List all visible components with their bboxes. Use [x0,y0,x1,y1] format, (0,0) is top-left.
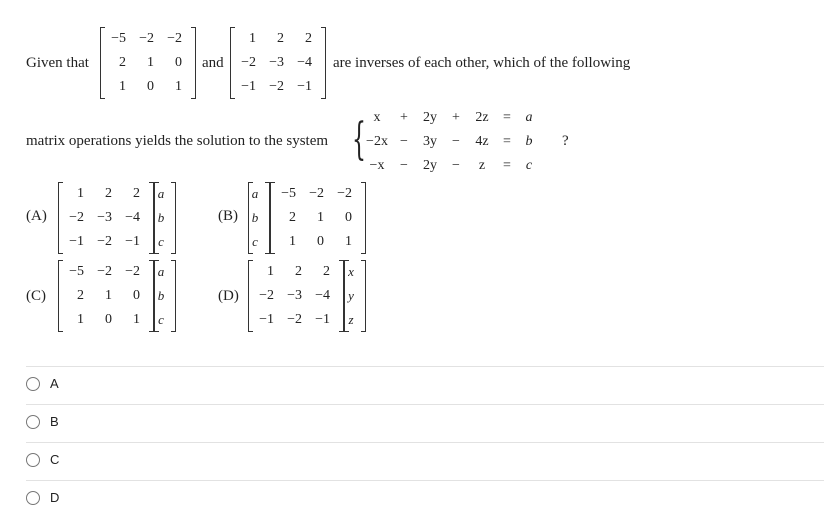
divider [26,404,824,405]
matrix-cell: 1 [77,186,84,201]
equation-row [362,154,540,178]
matrix-m [100,27,196,99]
choice-a-vector [154,182,176,254]
choice-c-vector [154,260,176,332]
bracket-left [230,27,235,99]
system-intro-text: matrix operations yields the solution to the system [26,133,329,149]
matrix-cell: −2 [69,210,84,225]
choice-d-vector [344,260,366,332]
matrix-row [58,284,154,308]
vector-cell: b [157,288,165,303]
bracket-left [100,27,105,99]
equation-term: −2x [366,134,388,149]
bracket-right [361,260,366,332]
vector-cell: b [157,210,165,225]
vector-cell: x [348,264,354,279]
matrix-cell: 1 [133,312,140,327]
matrix-cell: −2 [337,186,352,201]
matrix-cell: 2 [295,264,302,279]
question-mark: ? [562,133,569,149]
divider [26,480,824,481]
equation-row [362,106,540,130]
matrix-cell: 0 [133,288,140,303]
matrix-row [248,308,344,332]
matrix-cell: 0 [175,55,182,70]
bracket-left [154,260,159,332]
matrix-cell: 2 [77,288,84,303]
equation-term: 4z [475,134,489,149]
matrix-cell: −2 [259,288,274,303]
option-d-label: D [50,490,60,505]
equation-term: = [503,110,511,125]
matrix-cell: −1 [125,234,140,249]
matrix-row [270,182,366,206]
equation-term: a [525,110,533,125]
matrix-cell: 1 [249,31,256,46]
matrix-cell: −4 [315,288,330,303]
matrix-row [270,230,366,254]
matrix-cell: 2 [105,186,112,201]
equation-term: = [503,134,511,149]
equation-term: − [452,158,460,173]
matrix-row [248,260,344,284]
matrix-cell: 2 [289,210,296,225]
matrix-cell: −3 [269,55,284,70]
matrix-cell: −5 [281,186,296,201]
equation-system [362,106,540,178]
bracket-right [321,27,326,99]
vector-cell: c [252,234,258,249]
equation-term: 2y [423,158,437,173]
vector-cell: a [157,186,165,201]
matrix-cell: −2 [287,312,302,327]
vector-cell: c [158,312,164,327]
matrix-cell: −2 [125,264,140,279]
matrix-cell: −5 [111,31,126,46]
vector-cell: z [348,312,354,327]
radio-d[interactable] [26,491,40,505]
option-c[interactable] [26,452,59,467]
option-a-label: A [50,376,59,391]
matrix-cell: 2 [119,55,126,70]
choice-c-matrix [58,260,154,332]
option-b-label: B [50,414,59,429]
choice-d-label: (D) [218,288,239,304]
equation-term: = [503,158,511,173]
bracket-right [171,260,176,332]
matrix-cell: 2 [277,31,284,46]
matrix-cell: 1 [105,288,112,303]
choice-c-label: (C) [26,288,46,304]
bracket-right [171,182,176,254]
matrix-cell: −2 [309,186,324,201]
matrix-cell: 0 [317,234,324,249]
matrix-cell: 0 [345,210,352,225]
and-text: and [202,55,224,71]
equation-term: z [478,158,486,173]
radio-a[interactable] [26,377,40,391]
matrix-cell: 2 [323,264,330,279]
matrix-row [100,27,196,51]
divider [26,442,824,443]
matrix-cell: −1 [297,79,312,94]
bracket-left [344,260,349,332]
matrix-cell: 1 [345,234,352,249]
matrix-cell: −1 [241,79,256,94]
equation-row [362,130,540,154]
matrix-cell: 0 [147,79,154,94]
option-a[interactable] [26,376,59,391]
matrix-row [58,206,154,230]
equation-term: x [373,110,381,125]
vector-cell: y [348,288,354,303]
inverse-text: are inverses of each other, which of the following [333,55,631,71]
choice-b-label: (B) [218,208,238,224]
matrix-cell: 2 [133,186,140,201]
matrix-row [58,182,154,206]
matrix-row [230,27,326,51]
matrix-n [230,27,326,99]
matrix-cell: −2 [97,264,112,279]
matrix-cell: −4 [125,210,140,225]
matrix-cell: 1 [175,79,182,94]
matrix-cell: −5 [69,264,84,279]
matrix-cell: 1 [77,312,84,327]
matrix-row [58,230,154,254]
option-d[interactable] [26,490,59,505]
bracket-right [361,182,366,254]
bracket-left [270,182,275,254]
matrix-cell: 1 [317,210,324,225]
given-that-text: Given that [26,55,89,71]
bracket-left [58,182,63,254]
matrix-row [230,51,326,75]
matrix-cell: 0 [105,312,112,327]
matrix-cell: 2 [305,31,312,46]
choice-b-vector [248,182,270,254]
vector-cell: a [157,264,165,279]
matrix-row [270,206,366,230]
matrix-cell: −1 [69,234,84,249]
matrix-cell: 1 [289,234,296,249]
matrix-cell: 1 [267,264,274,279]
matrix-row [230,75,326,99]
equation-term: − [400,158,408,173]
equation-term: + [400,110,408,125]
system-brace: { [352,114,366,165]
equation-term: 2z [475,110,489,125]
bracket-right [191,27,196,99]
vector-cell: a [251,186,259,201]
choice-d-matrix [248,260,344,332]
matrix-cell: −1 [259,312,274,327]
matrix-row [100,51,196,75]
vector-cell: c [158,234,164,249]
matrix-cell: −2 [167,31,182,46]
bracket-left [248,182,253,254]
equation-term: c [525,158,533,173]
bracket-left [248,260,253,332]
matrix-row [100,75,196,99]
matrix-row [248,284,344,308]
matrix-cell: −2 [241,55,256,70]
equation-term: 2y [423,110,437,125]
option-b[interactable] [26,414,59,429]
matrix-cell: −2 [97,234,112,249]
matrix-cell: −3 [97,210,112,225]
matrix-cell: −1 [315,312,330,327]
equation-term: b [525,134,533,149]
matrix-cell: 1 [147,55,154,70]
matrix-row [58,260,154,284]
matrix-cell: −4 [297,55,312,70]
matrix-cell: 1 [119,79,126,94]
option-c-label: C [50,452,60,467]
equation-term: − [452,134,460,149]
choice-a-matrix [58,182,154,254]
vector-cell: b [251,210,259,225]
bracket-left [154,182,159,254]
matrix-cell: −2 [269,79,284,94]
matrix-cell: −3 [287,288,302,303]
equation-term: 3y [423,134,437,149]
bracket-left [58,260,63,332]
radio-c[interactable] [26,453,40,467]
equation-term: − [400,134,408,149]
matrix-cell: −2 [139,31,154,46]
divider [26,366,824,367]
choice-b-matrix [270,182,366,254]
choice-a-label: (A) [26,208,47,224]
equation-term: −x [369,158,385,173]
matrix-row [58,308,154,332]
equation-term: + [452,110,460,125]
radio-b[interactable] [26,415,40,429]
